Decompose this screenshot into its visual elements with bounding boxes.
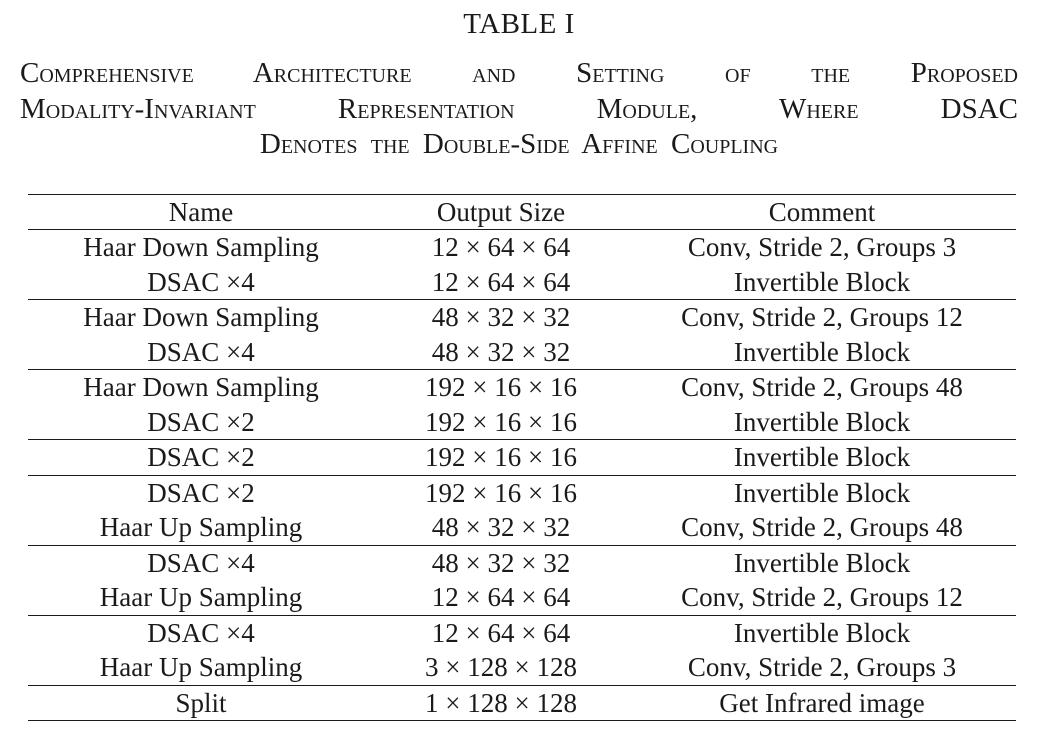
cell-name: Haar Down Sampling	[83, 372, 319, 403]
table-row	[28, 405, 1016, 440]
cell-output-size: 48 × 32 × 32	[431, 547, 571, 578]
table-row	[28, 510, 1016, 545]
cell-output-size: 48 × 32 × 32	[431, 302, 571, 333]
cell-name: DSAC ×2	[147, 442, 255, 473]
cell-output-size: 48 × 32 × 32	[431, 512, 571, 543]
cell-output-size: 192 × 16 × 16	[425, 442, 577, 473]
table-header	[28, 195, 1016, 230]
header-output-size: Output Size	[436, 197, 566, 227]
table-row	[28, 580, 1016, 615]
cell-comment: Conv, Stride 2, Groups 12	[681, 582, 963, 613]
header-name: Name	[168, 197, 234, 227]
cell-output-size: 3 × 128 × 128	[425, 652, 577, 683]
cell-output-size: 12 × 64 × 64	[431, 582, 571, 613]
table-caption	[20, 56, 1018, 163]
table-row	[28, 475, 1016, 510]
cell-name: DSAC ×4	[147, 336, 255, 367]
cell-name: DSAC ×4	[147, 617, 255, 648]
row-group	[28, 685, 1016, 721]
cell-name: DSAC ×2	[147, 406, 255, 437]
table-row	[28, 265, 1016, 300]
cell-output-size: 12 × 64 × 64	[431, 266, 571, 297]
cell-name: DSAC ×4	[147, 547, 255, 578]
table-row	[28, 370, 1016, 405]
table-row	[28, 650, 1016, 685]
cell-comment: Conv, Stride 2, Groups 48	[681, 512, 963, 543]
cell-comment: Invertible Block	[733, 336, 911, 367]
cell-comment: Invertible Block	[733, 442, 911, 473]
cell-output-size: 192 × 16 × 16	[425, 406, 577, 437]
cell-comment: Conv, Stride 2, Groups 3	[687, 652, 957, 683]
row-group	[28, 300, 1016, 370]
caption-line-1: Comprehensive Architecture and Setting of the Proposed	[20, 57, 1018, 89]
cell-comment: Conv, Stride 2, Groups 12	[681, 302, 963, 333]
cell-name: Haar Up Sampling	[99, 652, 303, 683]
table-row	[28, 335, 1016, 370]
row-group	[28, 475, 1016, 545]
cell-comment: Invertible Block	[733, 477, 911, 508]
cell-name: DSAC ×4	[147, 266, 255, 297]
header-row	[28, 195, 1016, 230]
row-group	[28, 440, 1016, 476]
cell-name: Haar Up Sampling	[99, 582, 303, 613]
row-group	[28, 370, 1016, 440]
table-row	[28, 440, 1016, 476]
cell-comment: Invertible Block	[733, 266, 911, 297]
cell-comment: Invertible Block	[733, 547, 911, 578]
cell-name: Haar Up Sampling	[99, 512, 303, 543]
cell-output-size: 48 × 32 × 32	[431, 336, 571, 367]
cell-name: Haar Down Sampling	[83, 232, 319, 263]
table-row	[28, 615, 1016, 650]
cell-output-size: 12 × 64 × 64	[431, 232, 571, 263]
cell-comment: Conv, Stride 2, Groups 48	[681, 372, 963, 403]
row-group	[28, 545, 1016, 615]
architecture-table	[28, 194, 1016, 721]
table-row	[28, 685, 1016, 721]
table-label: TABLE I	[463, 8, 575, 40]
cell-comment: Invertible Block	[733, 406, 911, 437]
table-row	[28, 230, 1016, 265]
cell-name: DSAC ×2	[147, 477, 255, 508]
cell-name: Haar Down Sampling	[83, 302, 319, 333]
table-row	[28, 545, 1016, 580]
cell-name: Split	[175, 687, 227, 718]
cell-comment: Conv, Stride 2, Groups 3	[687, 232, 957, 263]
cell-output-size: 1 × 128 × 128	[425, 687, 577, 718]
caption-line-3: Denotes the Double-Side Affine Coupling	[259, 128, 779, 160]
row-group	[28, 615, 1016, 685]
cell-comment: Get Infrared image	[719, 687, 925, 718]
row-group	[28, 230, 1016, 300]
header-comment: Comment	[768, 197, 876, 227]
cell-comment: Invertible Block	[733, 617, 911, 648]
cell-output-size: 192 × 16 × 16	[425, 372, 577, 403]
caption-line-2: Modality-Invariant Representation Module, Where DSAC	[20, 92, 1018, 125]
table-row	[28, 300, 1016, 335]
cell-output-size: 12 × 64 × 64	[431, 617, 571, 648]
cell-output-size: 192 × 16 × 16	[425, 477, 577, 508]
